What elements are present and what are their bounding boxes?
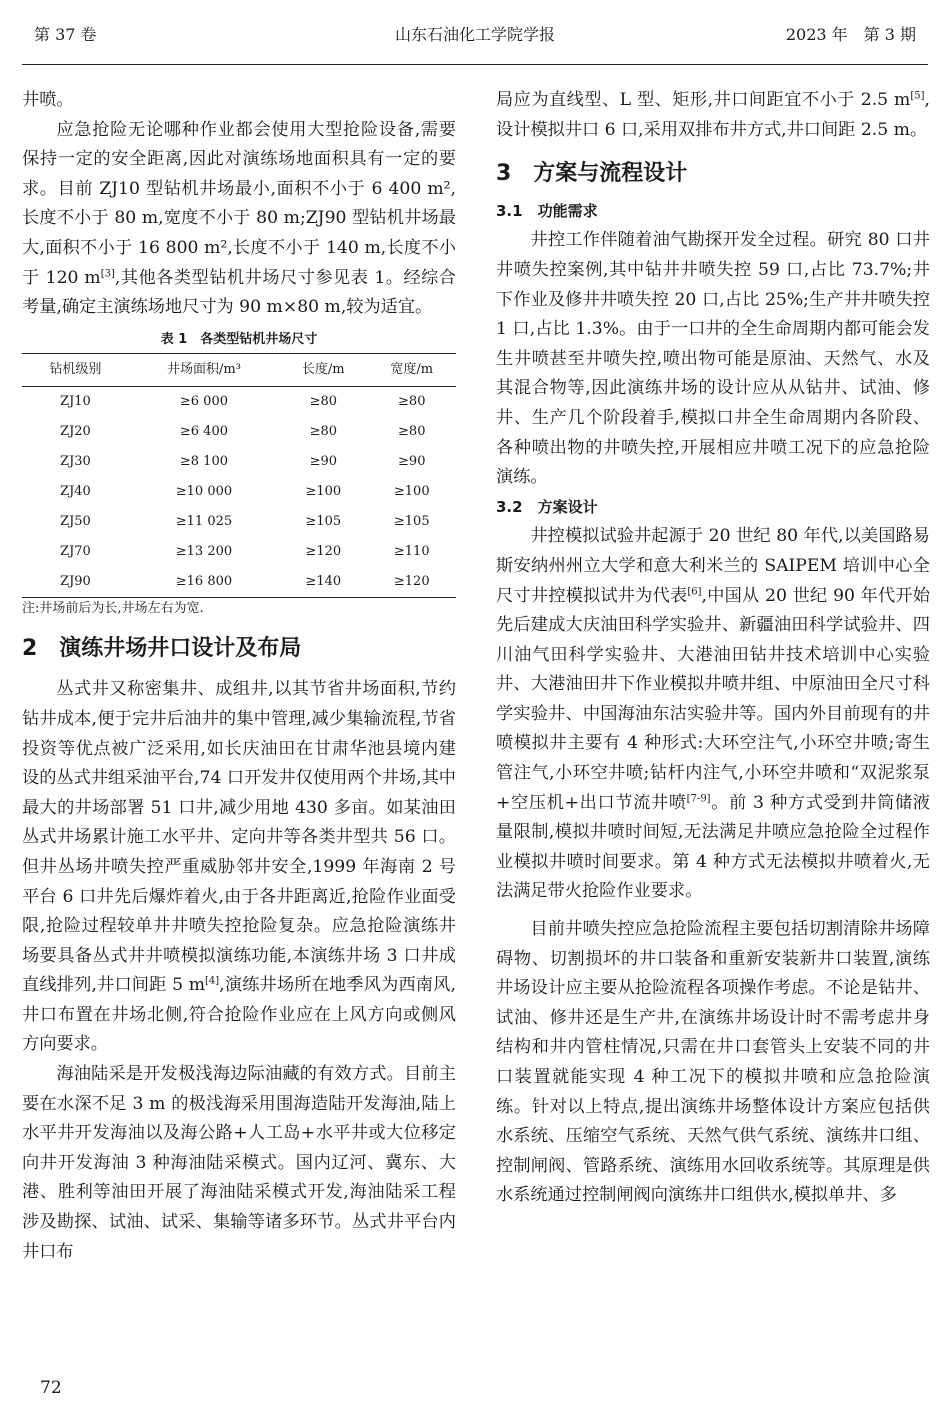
- citation[interactable]: [3]: [100, 267, 115, 279]
- issue-label: 2023 年 第 3 期: [785, 25, 916, 44]
- subsection-heading: 3.1 功能需求: [496, 201, 598, 220]
- header-rule: [22, 64, 928, 65]
- citation[interactable]: [5]: [910, 90, 925, 102]
- paragraph: 目前井喷失控应急抢险流程主要包括切割清除井场障碍物、切割损坏的井口装备和重新安装新井口装置,演练井场设计应主要从抢险流程各项操作考虑。不论是钻井、试油、修井还是生产井,在演练井场设计时不需考虑井身结构和井内管柱情况,只需在井口套管头上安装不同的井口装置就能实现 4 种工况下的模拟井喷和应急抢险演练。针对以上特点,提出演练井场整体设计方案应包括供水系统、压缩空气系统、天然气供气系统、演练井口组、控制闸阀、管路系统、演练用水回收系统等。其原理是供水系统通过控制闸阀向演练井口组供水,模拟单井、多: [496, 919, 930, 1206]
- citation[interactable]: [4]: [205, 975, 220, 987]
- col-header: 钻机级别: [22, 353, 129, 386]
- citation[interactable]: [6]: [687, 585, 702, 597]
- subsection-heading: 3.2 方案设计: [496, 497, 598, 516]
- section-heading: 3 方案与流程设计: [496, 161, 688, 187]
- table-row: ZJ70 ≥13 200 ≥120 ≥110: [60, 543, 430, 559]
- col-header: 长度/m: [279, 353, 367, 386]
- col-header: 宽度/m: [368, 353, 456, 386]
- right-column: [496, 86, 930, 1211]
- paragraph: 局应为直线型、L 型、矩形,井口间距宜不小于 2.5 m[5],设计模拟井口 6 口,采用双排布井方式,井口间距 2.5 m。: [496, 90, 930, 140]
- col-header: 井场面积/m³: [129, 353, 279, 386]
- table-row: ZJ40 ≥10 000 ≥100 ≥100: [60, 483, 430, 499]
- table-row: ZJ20 ≥6 400 ≥80 ≥80: [60, 423, 426, 439]
- paragraph: 应急抢险无论哪种作业都会使用大型抢险设备,需要保持一定的安全距离,因此对演练场地面积具有一定的要求。目前 ZJ10 型钻机井场最小,面积不小于 6 400 m²,长度不小于 80 m,宽度不小于 80 m;ZJ90 型钻机井场最大,面积不小于 16 800 m²,长度不小于 140 m,长度不小于 120 m[3],其他各类型钻机井场尺寸参见表 1。经综合考量,确定主演练场地尺寸为 90 m×80 m,较为适宜。: [22, 119, 456, 318]
- citation[interactable]: [7-9]: [686, 792, 711, 804]
- journal-title: 山东石油化工学院学报: [394, 25, 555, 44]
- left-column: [22, 86, 456, 1267]
- paragraph: 井控工作伴随着油气勘探开发全过程。研究 80 口井井喷失控案例,其中钻井井喷失控 59 口,占比 73.7%;井下作业及修井井喷失控 20 口,占比 25%;生产井井喷失控 1 口,占比 1.3%。由于一口井的全生命周期内都可能会发生井喷甚至井喷失控,喷出物可能是原油、天然气、水及其混合物等,因此演练井场的设计应从从钻井、试油、修井、生产几个阶段着手,模拟口井全生命周期内各阶段、各种喷出物的井喷失控,开展相应井喷工况下的应急抢险演练。: [496, 230, 930, 488]
- drilling-site-table: [22, 353, 456, 598]
- table-caption: 表 1 各类型钻机井场尺寸: [160, 331, 318, 347]
- table-row: ZJ50 ≥11 025 ≥105 ≥105: [60, 513, 430, 529]
- section-heading: 2 演练井场井口设计及布局: [22, 635, 302, 661]
- table-row: ZJ90 ≥16 800 ≥140 ≥120: [22, 567, 456, 598]
- table-row: ZJ30 ≥8 100 ≥90 ≥90: [60, 453, 426, 469]
- paragraph: 海油陆采是开发极浅海边际油藏的有效方式。目前主要在水深不足 3 m 的极浅海采用围海造陆开发海油,陆上水平井开发海油以及海公路+人工岛+水平井或大位移定向井开发海油 3 种海油陆采模式。国内辽河、冀东、大港、胜利等油田开展了海油陆采模式开发,海油陆采工程涉及勘探、试油、试采、集输等诸多环节。丛式井平台内井口布: [22, 1064, 456, 1262]
- volume-label: 第 37 卷: [34, 25, 97, 44]
- table-note: 注:井场前后为长,井场左右为宽.: [22, 600, 204, 616]
- table-row: ZJ10 ≥6 000 ≥80 ≥80: [60, 393, 426, 409]
- paragraph: 井喷。: [22, 90, 74, 110]
- paragraph: 井控模拟试验井起源于 20 世纪 80 年代,以美国路易斯安纳州州立大学和意大利米兰的 SAIPEM 培训中心全尺寸井控模拟试井为代表[6],中国从 20 世纪 90 年代开始先后建成大庆油田科学实验井、新疆油田科学试验井、四川油气田科学实验井、大港油田钻井技术培训中心实验井、大港油田井下作业模拟井喷井组、中原油田全尺寸科学实验井、中国海油东沽实验井等。国内外目前现有的井喷模拟井主要有 4 种形式:大环空注气,小环空井喷;寄生管注气,小环空井喷;钻杆内注气,小环空井喷和“双泥浆泵+空压机+出口节流井喷[7-9]。前 3 种方式受到井筒储液量限制,模拟井喷时间短,无法满足井喷应急抢险全过程作业模拟井喷时间要求。第 4 种方式无法模拟井喷着火,无法满足带火抢险作业要求。: [496, 526, 930, 902]
- table-header-row: [22, 353, 456, 386]
- page-number: 72: [40, 1378, 62, 1398]
- running-header: [22, 22, 928, 48]
- paragraph: 丛式井又称密集井、成组井,以其节省井场面积,节约钻井成本,便于完井后油井的集中管理,减少集输流程,节省投资等优点被广泛采用,如长庆油田在甘肃华池县境内建设的丛式井组采油平台,74 口开发井仅使用两个井场,其中最大的井场部署 51 口井,减少用地 430 多亩。如某油田丛式井场累计施工水平井、定向井等各类井型共 56 口。但井丛场井喷失控严重威胁邻井安全,1999 年海南 2 号平台 6 口井先后爆炸着火,由于各井距离近,抢险作业面受限,抢险过程较单井井喷失控抢险复杂。应急抢险演练井场要具备丛式井井喷模拟演练功能,本演练井场 3 口井成直线排列,井口间距 5 m[4],演练井场所在地季风为西南风,井口布置在井场北侧,符合抢险作业应在上风方向或侧风方向要求。: [22, 679, 456, 1055]
